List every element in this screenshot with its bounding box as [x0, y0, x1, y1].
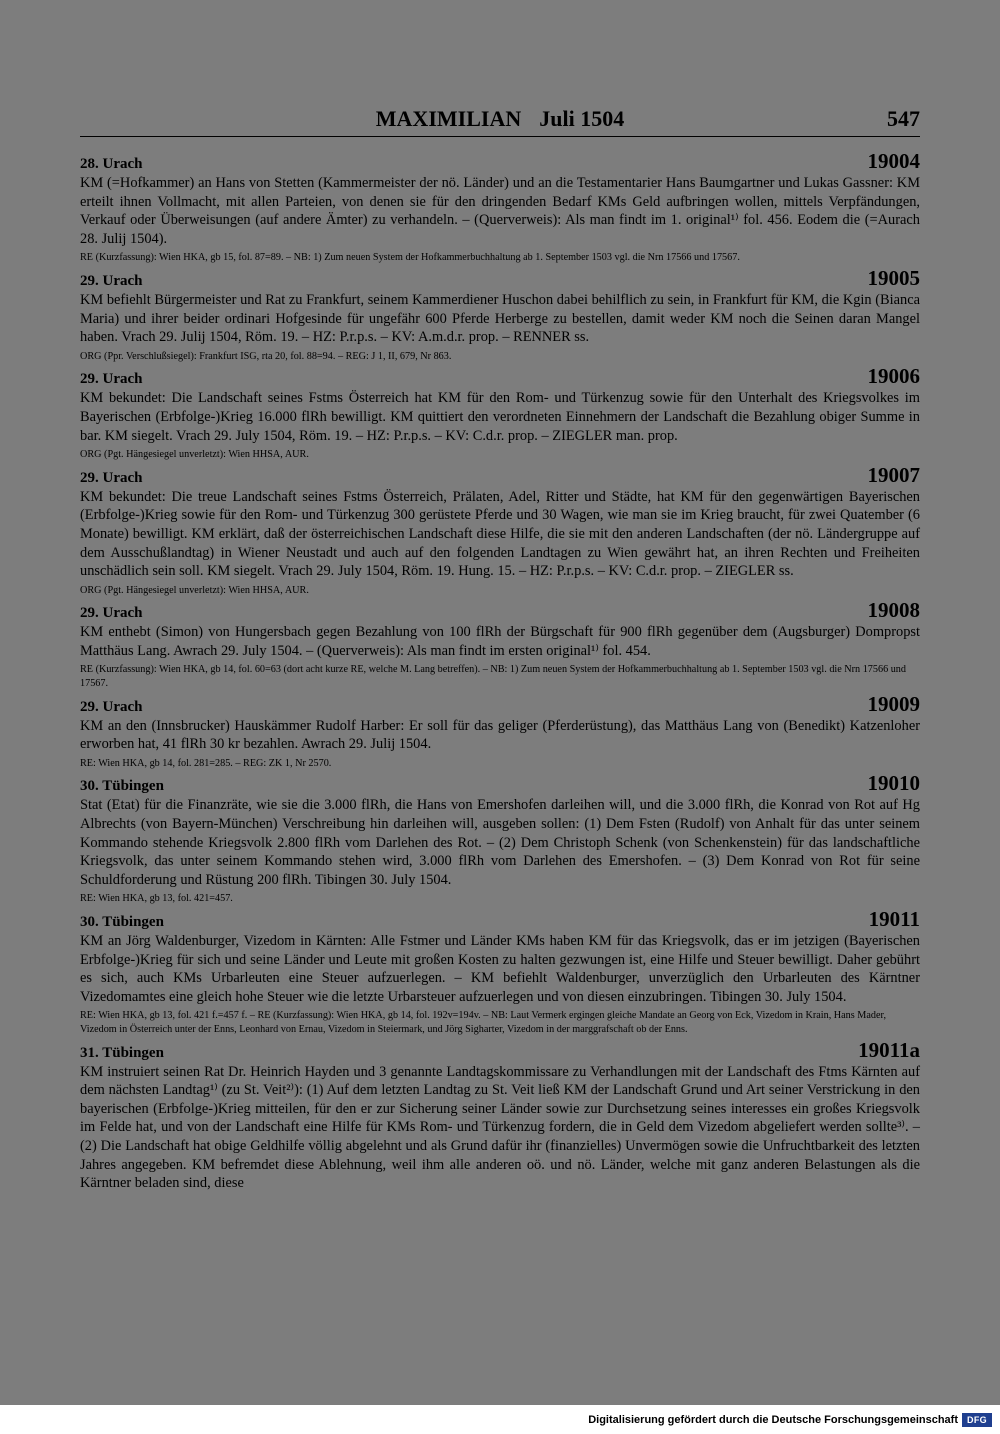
- dfg-logo: DFG: [962, 1413, 992, 1427]
- entries-list: [80, 149, 920, 1197]
- entry-number: 19007: [867, 462, 920, 487]
- running-title-name: MAXIMILIAN: [375, 106, 522, 131]
- entry-number: 19011a: [858, 1037, 920, 1062]
- entry: [80, 598, 920, 690]
- entry-number: 19006: [867, 364, 920, 389]
- entry: [80, 265, 920, 363]
- entry-source: ORG (Ppr. Verschlußsiegel): Frankfurt ISG, rta 20, fol. 88=94. – REG: J 1, II, 679, Nr 863.: [80, 350, 452, 362]
- entry-date: 28. Urach: [80, 156, 143, 172]
- entry-date: 30. Tübingen: [80, 778, 164, 795]
- entry-date: 29. Urach: [80, 371, 143, 388]
- entry-source: RE: Wien HKA, gb 13, fol. 421=457.: [80, 893, 233, 905]
- running-title-month: Juli 1504: [539, 106, 625, 131]
- header-rule: [80, 136, 920, 137]
- page-footer: [0, 1412, 1000, 1430]
- entry-date: 29. Urach: [80, 469, 143, 486]
- entry-date: 30. Tübingen: [80, 914, 164, 930]
- entry-date: 29. Urach: [80, 272, 143, 289]
- entry-number: 19004: [867, 149, 920, 173]
- entry-header: [80, 364, 920, 389]
- entry-header: [80, 462, 920, 488]
- entry-header: [80, 691, 920, 717]
- entry-source: RE: Wien HKA, gb 13, fol. 421 f.=457 f. – RE (Kurzfassung): Wien HKA, gb 14, fol. 192v=194v. – NB: Laut Vermerk ergingen gleiche Mandate an Georg von Eck, Vizedom in Krain, Hans Mader, Vizedom in Österreich unter der Enns, Leonhard von Ernau, Vizedom in Steiermark, und Jörg Sigharter, Vizedom in der marggrafschaft ob der Enns.: [80, 1010, 887, 1035]
- entry-header: [80, 265, 920, 291]
- entry-body: KM befiehlt Bürgermeister und Rat zu Frankfurt, seinem Kammerdiener Huschon dabei behilflich zu sein, in Frankfurt für KM, die Kgin (Bianca Maria) und ihrer beider ordinari Hofgesinde für ungefähr 600 Pferde Herberge zu bestellen, damit weder KM noch die Seinen daran Mangel haben. Vrach 29. Julij 1504, Röm. 19. – HZ: P.r.p.s. – KV: A.m.d.r. prop. – RENNER ss.: [80, 291, 920, 346]
- entry-date: 31. Tübingen: [80, 1044, 164, 1061]
- entry: [80, 462, 920, 598]
- page-header: [80, 106, 920, 136]
- entry-number: 19011: [868, 907, 920, 931]
- entry-header: [80, 907, 920, 932]
- entry-source: ORG (Pgt. Hängesiegel unverletzt): Wien HHSA, AUR.: [80, 449, 309, 461]
- entry-source: RE: Wien HKA, gb 14, fol. 281=285. – REG: ZK 1, Nr 2570.: [80, 757, 332, 769]
- entry: [80, 149, 920, 265]
- running-title: [80, 106, 920, 132]
- entry: [80, 364, 920, 461]
- entry-source: RE (Kurzfassung): Wien HKA, gb 14, fol. 60=63 (dort acht kurze RE, welche M. Lang betreffen). – NB: 1) Zum neuen System der Hofkammerbuchhaltung ab 1. September 1503 vgl. die Nrn 17566 und 17567.: [80, 664, 906, 690]
- entry-header: [80, 149, 920, 174]
- entry-date: 29. Urach: [80, 698, 143, 715]
- page-number: 547: [887, 106, 920, 131]
- entry-header: [80, 598, 920, 623]
- entry: [80, 1037, 920, 1193]
- entry-number: 19009: [867, 691, 920, 716]
- entry-body: KM an den (Innsbrucker) Hauskämmer Rudolf Harber: Er soll für das geliger (Pferderüstung), das Matthäus Lang von (Benedikt) Katzenloher erworben hat, 41 flRh 30 kr bezahlen. Awrach 29. Julij 1504.: [80, 717, 920, 753]
- entry-body: KM instruiert seinen Rat Dr. Heinrich Hayden und 3 genannte Landtagskommissare zu Verhandlungen mit der Landschaft des Ftms Kärnten auf dem nächsten Landtag¹⁾ (zu St. Veit²⁾): (1) Auf dem letzten Landtag zu St. Veit ließ KM der Landschaft Grund und Art seiner Verstrickung in den bayerischen (Erbfolge-)Krieg mitteilen, für den er zur Sicherung seiner Länder sowie zur Durchsetzung seines interesses ein großes Kriegsvolk im Felde hat, und von der Landschaft eine Hilfe für KMs Rom- und Türkenzug fordern, die in Geld dem Vizedom abgeliefert werden sollte³⁾. – (2) Die Landschaft hat obige Geldhilfe völlig abgelehnt und als Grund dafür ihr (finanzielles) Unvermögen sowie die Unfruchtbarkeit des letzten Jahres angegeben. KM befremdet diese Ablehnung, weil ihm alle anderen oö. und nö. Länder, welche mit ganz anderen Belastungen als die Kärntner beladen sind, diese: [80, 1063, 920, 1192]
- entry-body: Stat (Etat) für die Finanzräte, wie sie die 3.000 flRh, die Hans von Emershofen darleihen will, und die 3.000 flRh, die Konrad von Rot auf Hg Albrechts (von Bayern-München) Verschreibung hin darleihen will, ausgeben sollen: (1) Dem Fsten (Rudolf) von Anhalt für das unter seinem Kommando stehende Kriegsvolk 2.800 flRh vom Darlehen des Rot. – (2) Dem Christoph Schenk (von Schenkenstein) für das landschaftliche Kriegsvolk, das unter seinem Kommando stehen wird, 3.000 flRh vom Darlehen des Emershofen. – (3) Dem Konrad von Rot für seine Schuldforderung und Rüstung 200 flRh. Tibingen 30. July 1504.: [80, 797, 920, 888]
- funding-note: Digitalisierung gefördert durch die Deutsche Forschungsgemeinschaft: [588, 1414, 958, 1426]
- entry-body: KM an Jörg Waldenburger, Vizedom in Kärnten: Alle Fstmer und Länder KMs haben KM für das Kriegsvolk, das er im jetzigen (Bayerischen Erbfolge-)Krieg für sich und seine Länder und Leute mit großen Kosten zu halten gezwungen ist, eine Hilfe und Steuer bewilligt. Daher gebührt es sich, auch KMs Urbarleuten eine Steuer aufzuerlegen. – KM befiehlt Waldenburger, unverzüglich den Urbarleuten des Kärntner Vizedomamtes eine gleich hohe Steuer wie die letzte Urbarsteuer aufzuerlegen und von diesen einzubringen. Tibingen 30. July 1504.: [80, 933, 920, 1005]
- entry-header: [80, 771, 920, 796]
- entry-source: ORG (Pgt. Hängesiegel unverletzt): Wien HHSA, AUR.: [80, 584, 309, 596]
- entry-source: RE (Kurzfassung): Wien HKA, gb 15, fol. 87=89. – NB: 1) Zum neuen System der Hofkammerbuchhaltung ab 1. September 1503 vgl. die Nrn 17566 und 17567.: [80, 252, 740, 264]
- entry-number: 19008: [867, 598, 920, 623]
- entry-body: KM (=Hofkammer) an Hans von Stetten (Kammermeister der nö. Länder) und an die Testamentarier Hans Baumgartner und Lukas Gassner: KM erteilt ihnen Vollmacht, mit allen Parteien, von denen sie für den dringenden Bedarf KMs Geld aufbringen wollen, mittels Verpfändungen, Verkauf oder Überweisungen (auf andere Ämter) zu verhandeln. – (Querverweis): Als man findt im 1. original¹⁾ fol. 456. Eodem die (=Aurach 28. Julij 1504).: [80, 175, 920, 247]
- entry-body: KM enthebt (Simon) von Hungersbach gegen Bezahlung von 100 flRh der Bürgschaft für 900 flRh gegenüber dem (Augsburger) Dompropst Matthäus Lang. Awrach 29. July 1504. – (Querverweis): Als man findt im ersten original¹⁾ fol. 454.: [80, 624, 920, 659]
- entry: [80, 691, 920, 771]
- entry-number: 19010: [867, 771, 920, 796]
- entry-header: [80, 1037, 920, 1063]
- entry-body: KM bekundet: Die treue Landschaft seines Fstms Österreich, Prälaten, Adel, Ritter und Städte, hat KM für den gegenwärtigen Bayerischen (Erbfolge-)Krieg sowie für den Rom- und Türkenzug 300 gerüstete Pferde und 30 Wagen, wie man sie im Krieg braucht, für zwei Quatember (6 Monate) bewilligt. KM erklärt, daß der österreichischen Landschaft diese Hilfe, die sie mit den anderen Landschaften (der nö. Ländergruppe auf dem Ausschußlandtag) in Wiener Neustadt und auch auf den folgenden Landtagen zu Wien gewährt hat, an ihren Rechten und Freiheiten unschädlich sein soll. KM siegelt. Vrach 29. July 1504, Röm. 19. Hung. 15. – HZ: P.r.p.s. – KV: C.d.r. prop. – ZIEGLER ss.: [80, 488, 920, 580]
- entry-number: 19005: [867, 265, 920, 290]
- entry-date: 29. Urach: [80, 605, 143, 622]
- entry: [80, 907, 920, 1037]
- entry: [80, 771, 920, 906]
- entry-body: KM bekundet: Die Landschaft seines Fstms Österreich hat KM für den Rom- und Türkenzug sowie für den Unterhalt des Kriegsvolkes im Bayerischen (Erbfolge-)Krieg 16.000 flRh bewilligt. KM quittiert den verordneten Einnehmern der Landschaft die Bezahlung obiger Summe in bar. KM siegelt. Vrach 29. July 1504, Röm. 19. – HZ: P.r.p.s. – KV: C.d.r. prop. – ZIEGLER man. prop.: [80, 390, 920, 444]
